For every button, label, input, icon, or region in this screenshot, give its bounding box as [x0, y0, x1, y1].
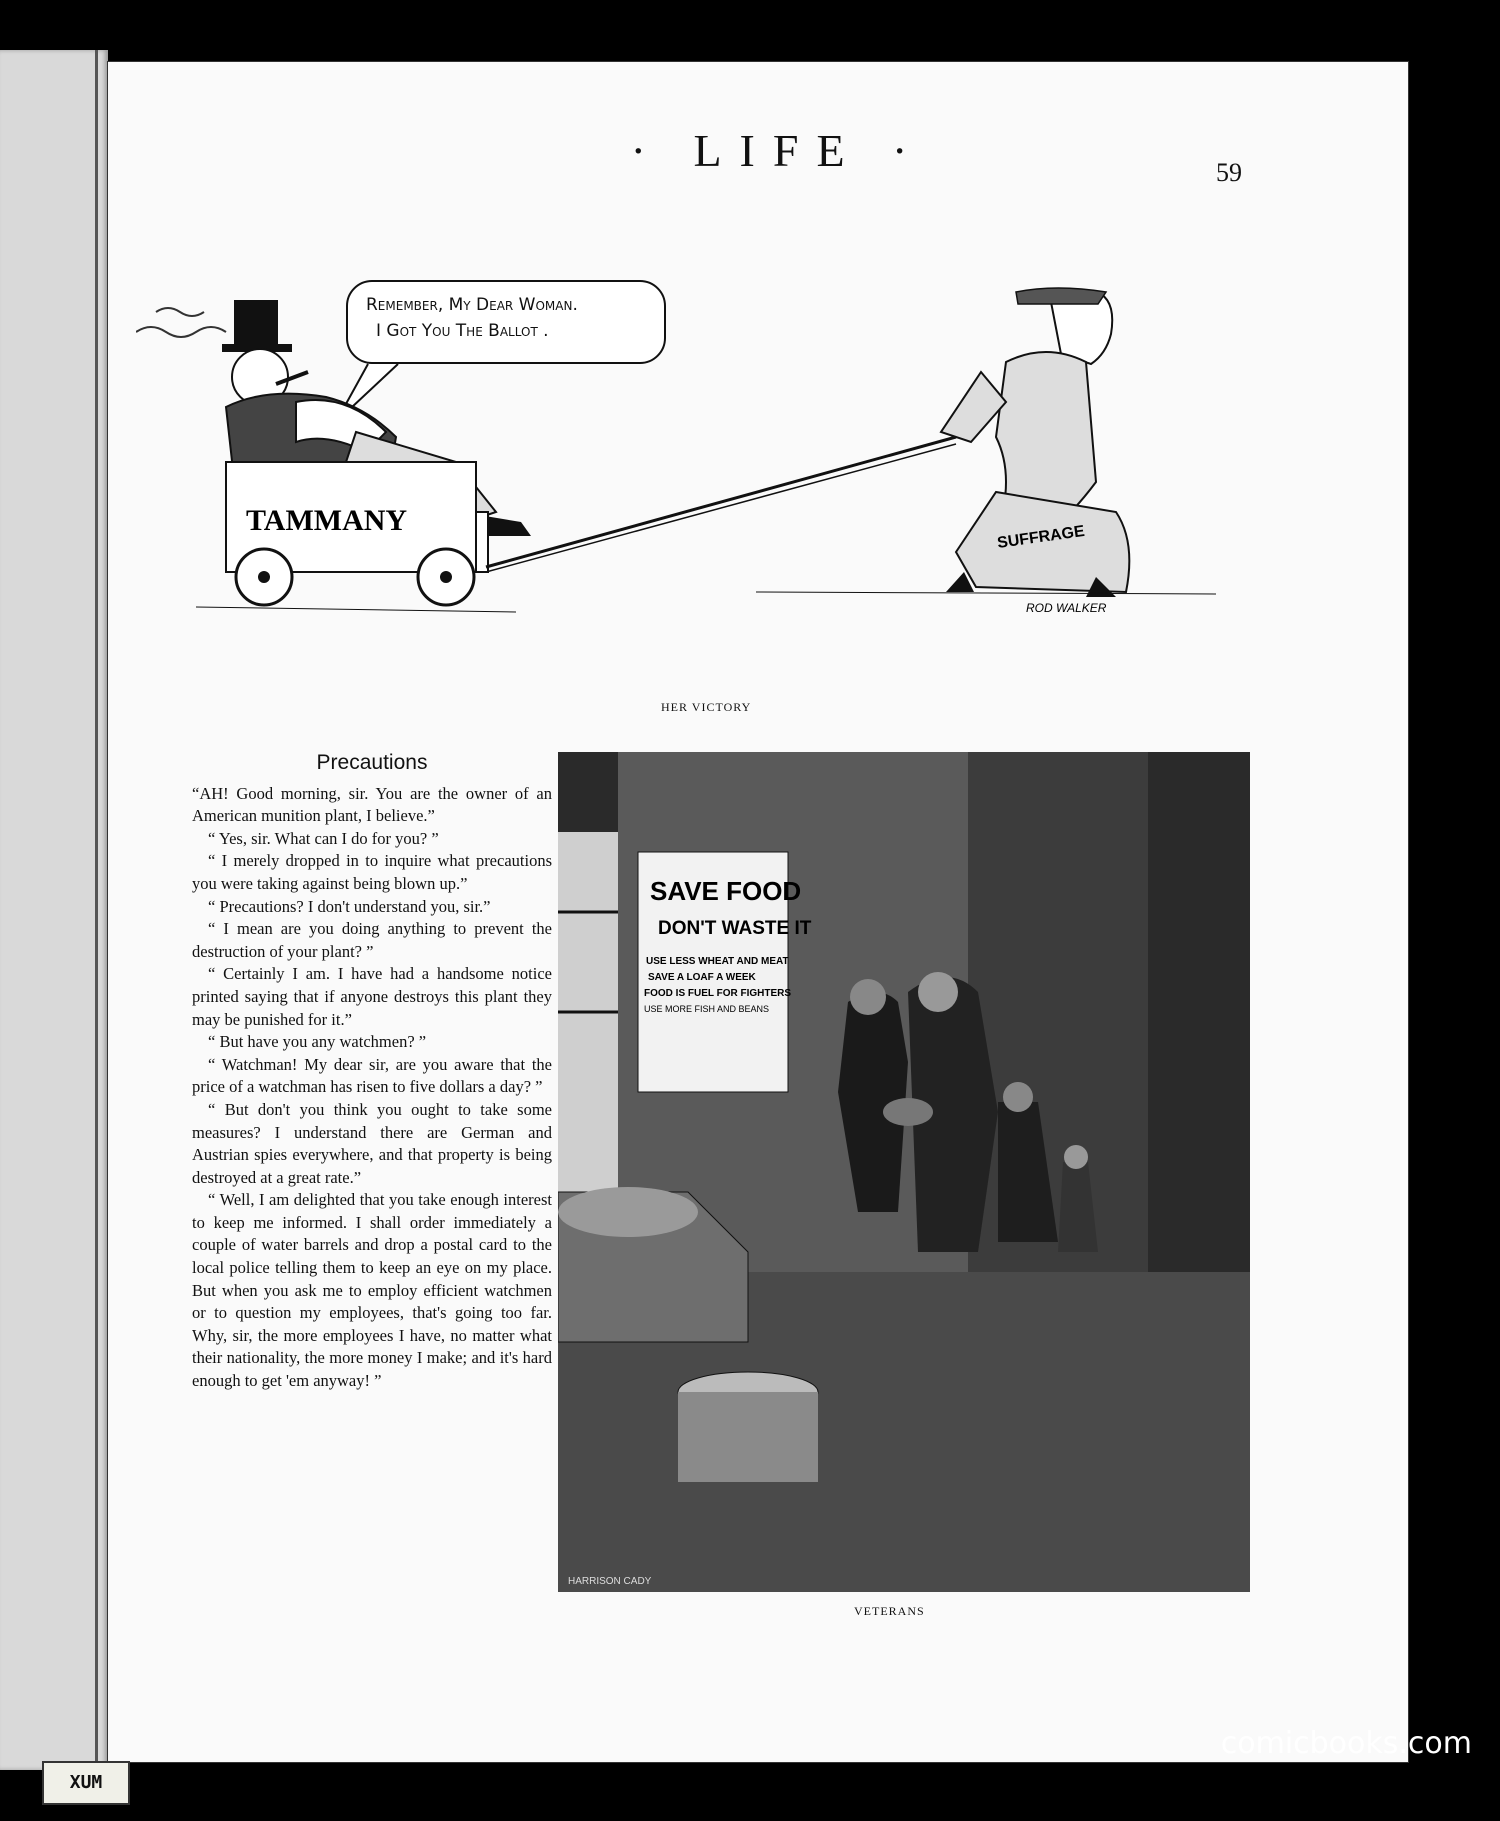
article-paragraph: “ Yes, sir. What can I do for you? ”: [208, 828, 439, 848]
archive-stamp: XUM: [42, 1761, 130, 1805]
wagon-label: TAMMANY: [246, 504, 408, 537]
masthead-title: · LIFE ·: [630, 125, 926, 176]
article-paragraph: “ But don't you think you ought to take some measures? I understand there are German and Austrian spies everywhere, and that property is being destroyed at a great rate.”: [192, 1099, 552, 1187]
page-number: 59: [1216, 158, 1242, 187]
article-paragraph: “ Watchman! My dear sir, are you aware that the price of a watchman has risen to five dollars a day? ”: [192, 1054, 552, 1097]
cartoon-veterans: [558, 752, 1250, 1592]
article-paragraph: “ Certainly I am. I have had a handsome notice printed saying that if anyone destroys this plant they may be punished for it.”: [192, 964, 552, 1029]
article-title: Precautions: [316, 751, 428, 774]
poster-line-2: DON'T WASTE IT: [658, 918, 812, 939]
poster-line-6: USE MORE FISH AND BEANS: [644, 1004, 770, 1014]
article-paragraph: “ I merely dropped in to inquire what precautions you were taking against being blown up.”: [192, 851, 552, 893]
book-gutter: [0, 50, 108, 1770]
cartoon-drawing: [136, 212, 1286, 682]
poster-line-1: SAVE FOOD: [650, 876, 802, 906]
cartoon-her-victory: [136, 212, 1286, 714]
watermark-text: comicbooks.com: [1220, 1726, 1472, 1761]
poster-line-3: USE LESS WHEAT AND MEAT: [646, 956, 789, 967]
poster-line-5: FOOD IS FUEL FOR FIGHTERS: [644, 988, 792, 999]
signature-harrison-cady: HARRISON CADY: [568, 1576, 652, 1587]
article-paragraph: “ Well, I am delighted that you take enough interest to keep me informed. I shall order immediately a couple of water barrels and drop a postal card to the local police telling them to keep an eye on my place. But when you ask me to employ efficient watchmen or to question my employees, that's going too far. Why, sir, the more employees I have, no matter what their nationality, the more money I make; and it's hard enough to get 'em anyway! ”: [192, 1190, 552, 1391]
magazine-page: [108, 62, 1408, 1762]
article-paragraph: “ I mean are you doing anything to prevent the destruction of your plant? ”: [192, 919, 552, 961]
binding-edge: [95, 50, 98, 1770]
article-paragraph: “AH! Good morning, sir. You are the owner of an American munition plant, I believe.”: [192, 783, 552, 826]
speech-line-1: Remember, My Dear Woman.: [366, 295, 578, 315]
veterans-drawing: [558, 752, 1250, 1592]
caption-veterans: VETERANS: [854, 1604, 925, 1618]
signature-rod-walker: ROD WALKER: [1026, 601, 1107, 615]
poster-line-4: SAVE A LOAF A WEEK: [648, 972, 756, 983]
article-precautions: [192, 752, 552, 1393]
article-paragraph: “ Precautions? I don't understand you, sir.”: [208, 896, 491, 916]
article-paragraph: “ But have you any watchmen? ”: [208, 1032, 427, 1052]
skirt-label: SUFFRAGE: [996, 522, 1086, 552]
speech-line-2: I Got You The Ballot .: [376, 321, 549, 341]
caption-her-victory: HER VICTORY: [661, 700, 752, 714]
